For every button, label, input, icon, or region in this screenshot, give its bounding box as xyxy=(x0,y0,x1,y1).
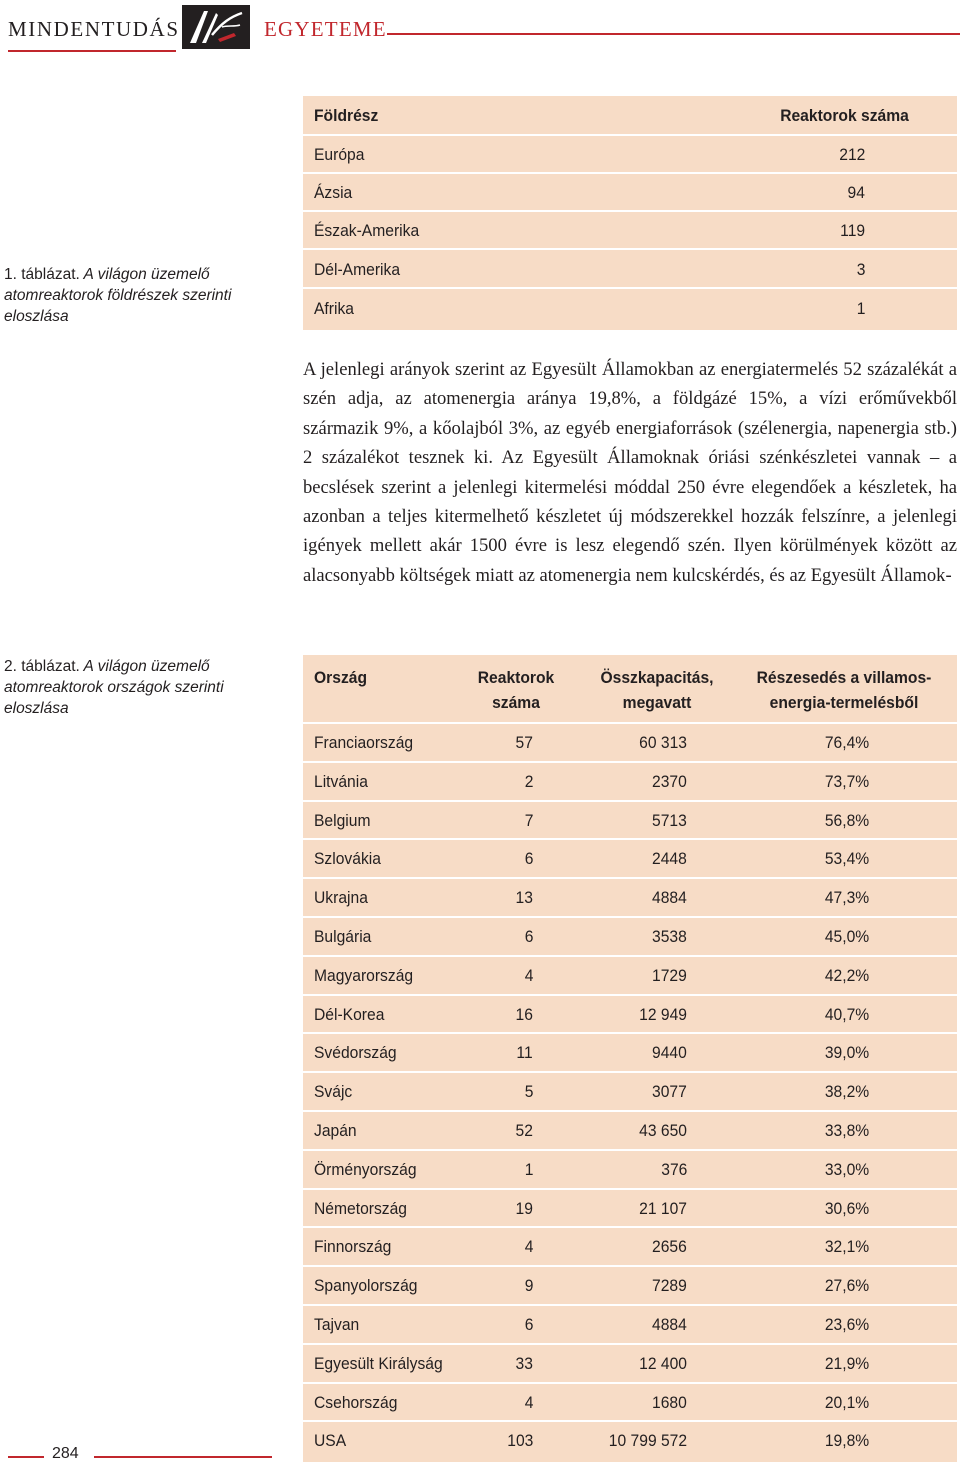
electricity-share: 38,2% xyxy=(824,1082,869,1102)
reactor-count: 52 xyxy=(515,1121,533,1140)
reactor-count: 1 xyxy=(524,1159,533,1179)
header-reactors-line1: Reaktorok xyxy=(477,668,555,687)
reactor-count: 16 xyxy=(515,1004,533,1024)
electricity-share: 45,0% xyxy=(824,927,869,946)
table-row xyxy=(303,957,957,996)
country-name: Spanyolország xyxy=(314,1276,418,1296)
country-name: Finnország xyxy=(314,1237,392,1257)
capacity-mw: 9440 xyxy=(652,1043,687,1063)
footer-rule-left xyxy=(8,1456,44,1458)
reactor-count: 5 xyxy=(524,1082,533,1102)
table-row xyxy=(303,212,957,250)
electricity-share: 33,8% xyxy=(824,1121,869,1140)
country-name: Dél-Korea xyxy=(314,1004,385,1024)
electricity-share: 42,2% xyxy=(824,965,869,985)
capacity-mw: 12 949 xyxy=(639,1004,687,1024)
table2-caption-number: 2. táblázat. xyxy=(4,658,80,675)
country-name: Magyarország xyxy=(314,965,414,985)
table-row xyxy=(303,1112,957,1151)
table-row xyxy=(303,1422,957,1461)
country-name: Belgium xyxy=(314,810,371,830)
country-name: USA xyxy=(314,1431,347,1451)
country-name: Svédország xyxy=(314,1043,397,1063)
capacity-mw: 43 650 xyxy=(639,1121,687,1140)
table-row xyxy=(303,1151,957,1190)
country-name: Svájc xyxy=(314,1082,353,1102)
university-logo-icon xyxy=(182,5,250,49)
reactor-count: 9 xyxy=(524,1276,533,1296)
reactor-count: 4 xyxy=(524,1237,533,1257)
country-name: Litvánia xyxy=(314,771,368,791)
table-row xyxy=(303,879,957,918)
table-row xyxy=(303,802,957,841)
country-name: Örményország xyxy=(314,1159,417,1179)
table-row xyxy=(303,174,957,212)
table-row xyxy=(303,724,957,763)
header-continent: Földrész xyxy=(314,106,379,125)
table1-caption-number: 1. táblázat. xyxy=(4,266,80,283)
reactor-count: 6 xyxy=(524,927,533,946)
capacity-mw: 21 107 xyxy=(639,1198,687,1218)
continent-name: Európa xyxy=(314,145,365,164)
table-row xyxy=(303,1073,957,1112)
reactor-count: 19 xyxy=(515,1198,533,1218)
capacity-mw: 12 400 xyxy=(639,1353,687,1373)
country-name: Franciaország xyxy=(314,733,414,752)
electricity-share: 30,6% xyxy=(824,1198,869,1218)
page-header xyxy=(0,0,960,56)
table1-caption-text: A világon üzemelő atomreaktorok földrészek szerinti eloszlása xyxy=(4,266,232,325)
electricity-share: 53,4% xyxy=(824,849,869,869)
country-table xyxy=(303,655,957,1462)
footer-rule-right xyxy=(94,1456,272,1458)
capacity-mw: 2370 xyxy=(652,771,687,791)
table-row xyxy=(303,289,957,330)
reactor-count: 1 xyxy=(856,299,865,318)
country-name: Szlovákia xyxy=(314,849,381,869)
reactor-count: 119 xyxy=(840,221,865,240)
country-name: Egyesült Királyság xyxy=(314,1353,443,1373)
table-row xyxy=(303,1190,957,1229)
table2-caption xyxy=(4,656,274,719)
header-reactors: Reaktorok száma xyxy=(780,106,909,125)
reactor-count: 7 xyxy=(524,810,533,830)
electricity-share: 40,7% xyxy=(824,1004,869,1024)
electricity-share: 23,6% xyxy=(824,1315,869,1334)
electricity-share: 76,4% xyxy=(824,733,869,752)
table-row xyxy=(303,840,957,879)
header-reactors-line2: száma xyxy=(492,693,540,712)
capacity-mw: 60 313 xyxy=(639,733,687,752)
continent-name: Észak-Amerika xyxy=(314,221,420,240)
reactor-count: 2 xyxy=(524,771,533,791)
table-row xyxy=(303,1306,957,1345)
table-row xyxy=(303,996,957,1035)
reactor-count: 3 xyxy=(856,260,865,279)
capacity-mw: 5713 xyxy=(652,810,687,830)
table-row xyxy=(303,136,957,174)
capacity-mw: 3077 xyxy=(652,1082,687,1102)
table-row xyxy=(303,763,957,802)
body-paragraph: A jelenlegi arányok szerint az Egyesült Államokban az energiatermelés 52 százalékát a szén adja, az atomenergia aránya 19,8%, a földgázé 15%, a vízi erőművekből származik 9%, a kőolajból 3%, az egyéb energiaforrások (szélenergia, napenergia stb.) 2 százalékot tesznek ki. Az Egyesült Államoknak óriási szénkészletei vannak – a becslések szerint a jelenlegi kitermelési móddal 250 évre elegendőek a készletek, ha azonban a teljes kitermelhető készletet új módszerekkel hozzák felszínre, a jelenlegi igények mellett akár 1500 évre is lesz elegendő szén. Ilyen körülmények között az alacsonyabb költségek miatt az atomenergia nem kulcskérdés, és az Egyesült Államok- xyxy=(303,359,957,586)
reactor-count: 103 xyxy=(506,1431,533,1451)
table-row xyxy=(303,1228,957,1267)
capacity-mw: 3538 xyxy=(652,927,687,946)
capacity-mw: 376 xyxy=(660,1159,687,1179)
header-rule-right xyxy=(387,33,960,35)
header-title-right: EGYETEME xyxy=(264,17,387,41)
country-name: Tajvan xyxy=(314,1315,360,1334)
table-row xyxy=(303,1384,957,1423)
country-name: Bulgária xyxy=(314,927,372,946)
country-name: Csehország xyxy=(314,1392,398,1412)
continent-name: Afrika xyxy=(314,299,354,318)
header-share-line2: energia-termelésből xyxy=(769,693,919,712)
continent-name: Dél-Amerika xyxy=(314,260,401,279)
capacity-mw: 1680 xyxy=(652,1392,687,1412)
reactor-count: 6 xyxy=(524,849,533,869)
reactor-count: 4 xyxy=(524,1392,533,1412)
capacity-mw: 1729 xyxy=(652,965,687,985)
reactor-count: 13 xyxy=(515,888,533,908)
electricity-share: 21,9% xyxy=(824,1353,869,1373)
table-row xyxy=(303,1034,957,1073)
reactor-count: 57 xyxy=(515,733,533,752)
table-row xyxy=(303,250,957,289)
reactor-count: 94 xyxy=(847,183,865,202)
capacity-mw: 7289 xyxy=(652,1276,687,1296)
capacity-mw: 2448 xyxy=(652,849,687,869)
electricity-share: 33,0% xyxy=(824,1159,869,1179)
header-share xyxy=(747,665,940,715)
capacity-mw: 4884 xyxy=(652,888,687,908)
country-name: Japán xyxy=(314,1121,357,1140)
electricity-share: 56,8% xyxy=(824,810,869,830)
continent-table xyxy=(303,96,957,330)
electricity-share: 47,3% xyxy=(824,888,869,908)
header-capacity-line2: megavatt xyxy=(622,693,692,712)
table-row xyxy=(303,1267,957,1306)
header-country: Ország xyxy=(314,668,368,687)
table-header-row xyxy=(303,96,957,136)
header-rule-left xyxy=(8,50,176,52)
electricity-share: 20,1% xyxy=(824,1392,869,1412)
reactor-count: 11 xyxy=(516,1043,533,1063)
header-reactors xyxy=(467,665,565,715)
capacity-mw: 2656 xyxy=(652,1237,687,1257)
electricity-share: 39,0% xyxy=(824,1043,869,1063)
continent-name: Ázsia xyxy=(314,183,353,202)
electricity-share: 19,8% xyxy=(824,1431,869,1451)
electricity-share: 32,1% xyxy=(824,1237,869,1257)
electricity-share: 27,6% xyxy=(824,1276,869,1296)
header-title-left: MINDENTUDÁS xyxy=(8,17,180,41)
page-number: 284 xyxy=(52,1445,79,1462)
table2-caption-text: A világon üzemelő atomreaktorok országok szerinti eloszlása xyxy=(4,658,224,717)
table-header-row xyxy=(303,655,957,724)
header-capacity-line1: Összkapacitás, xyxy=(600,668,714,687)
table1-caption xyxy=(4,264,264,327)
header-capacity xyxy=(589,665,725,715)
reactor-count: 4 xyxy=(524,965,533,985)
country-name: Ukrajna xyxy=(314,888,368,908)
header-share-line1: Részesedés a villamos- xyxy=(756,668,932,687)
electricity-share: 73,7% xyxy=(824,771,869,791)
capacity-mw: 10 799 572 xyxy=(608,1431,687,1451)
table-row xyxy=(303,918,957,957)
reactor-count: 212 xyxy=(838,145,865,164)
country-name: Németország xyxy=(314,1198,408,1218)
table-row xyxy=(303,1345,957,1384)
capacity-mw: 4884 xyxy=(652,1315,687,1334)
reactor-count: 33 xyxy=(515,1353,533,1373)
reactor-count: 6 xyxy=(524,1315,533,1334)
